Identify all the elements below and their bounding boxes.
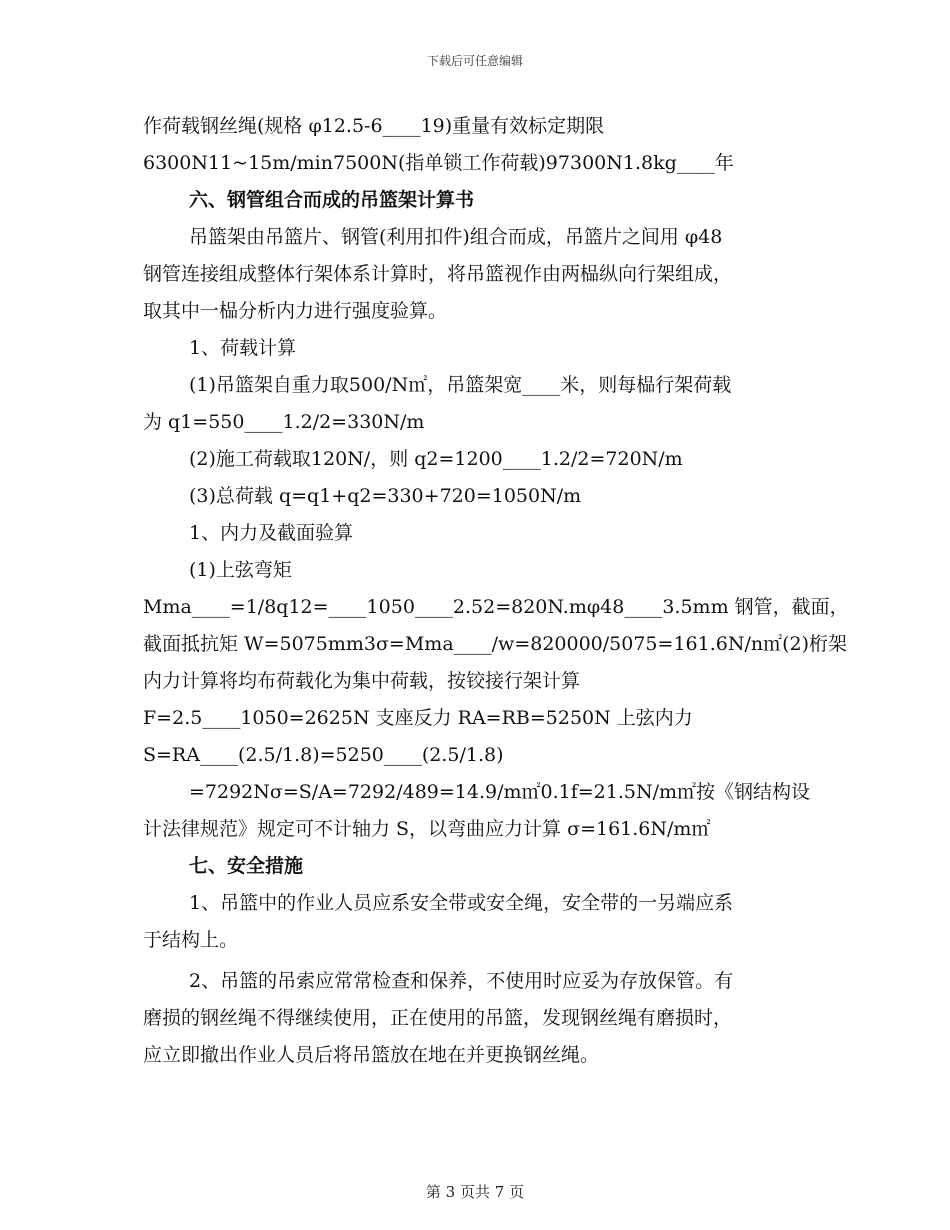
- body-line: 1、吊篮中的作业人员应系安全带或安全绳，安全带的一另端应系: [189, 892, 734, 914]
- subsection-heading: 1、内力及截面验算: [189, 522, 354, 544]
- body-line: S=RA____(2.5/1.8)=5250____(2.5/1.8): [143, 744, 504, 766]
- body-line: 2、吊篮的吊索应常常检查和保养，不使用时应妥为存放保管。有: [189, 970, 734, 992]
- body-line: 应立即撤出作业人员后将吊篮放在地在并更换钢丝绳。: [143, 1044, 600, 1066]
- body-line: =7292Nσ=S/A=7292/489=14.9/m㎡0.1f=21.5N/m㎡按《钢结构设: [189, 781, 811, 803]
- section-heading: 七、安全措施: [189, 855, 304, 877]
- body-line: F=2.5____1050=2625N 支座反力 RA=RB=5250N 上弦内力: [143, 707, 693, 729]
- body-line: (3)总荷载 q=q1+q2=330+720=1050N/m: [189, 485, 582, 507]
- body-line: 6300N11~15m/min7500N(指单锁工作荷载)97300N1.8kg____年: [143, 152, 734, 174]
- body-line: (2)施工荷载取120N/，则 q2=1200____1.2/2=720N/m: [189, 448, 683, 470]
- body-line: (1)上弦弯矩: [189, 559, 292, 581]
- page-header: 下载后可任意编辑: [426, 54, 523, 68]
- body-line: 内力计算将均布荷载化为集中荷载，按铰接行架计算: [143, 670, 581, 692]
- section-heading: 六、钢管组合而成的吊篮架计算书: [189, 189, 475, 211]
- body-line: (1)吊篮架自重力取500/N㎡，吊篮架宽____米，则每榀行架荷载: [189, 374, 732, 396]
- body-line: 取其中一榀分析内力进行强度验算。: [143, 300, 448, 322]
- subsection-heading: 1、荷载计算: [189, 337, 297, 359]
- body-line: 磨损的钢丝绳不得继续使用，正在使用的吊篮，发现钢丝绳有磨损时，: [143, 1007, 733, 1029]
- body-line: 作荷载钢丝绳(规格 φ12.5-6____19)重量有效标定期限: [143, 115, 605, 137]
- body-line: 计法律规范》规定可不计轴力 S，以弯曲应力计算 σ=161.6N/m㎡: [143, 818, 711, 840]
- body-line: 为 q1=550____1.2/2=330N/m: [143, 411, 425, 433]
- page-footer: 第 3 页共 7 页: [425, 1183, 525, 1201]
- body-line: 于结构上。: [143, 929, 239, 951]
- body-line: Mma____=1/8q12=____1050____2.52=820N.mφ48____3.5mm 钢管，截面，: [143, 596, 849, 618]
- body-line: 截面抵抗矩 W=5075mm3σ=Mma____/w=820000/5075=161.6N/n㎡(2)桁架: [143, 633, 848, 655]
- document-body: [143, 108, 849, 1074]
- body-line: 吊篮架由吊篮片、钢管(利用扣件)组合而成，吊篮片之间用 φ48: [189, 226, 723, 248]
- body-line: 钢管连接组成整体行架体系计算时，将吊篮视作由两榀纵向行架组成，: [143, 263, 733, 285]
